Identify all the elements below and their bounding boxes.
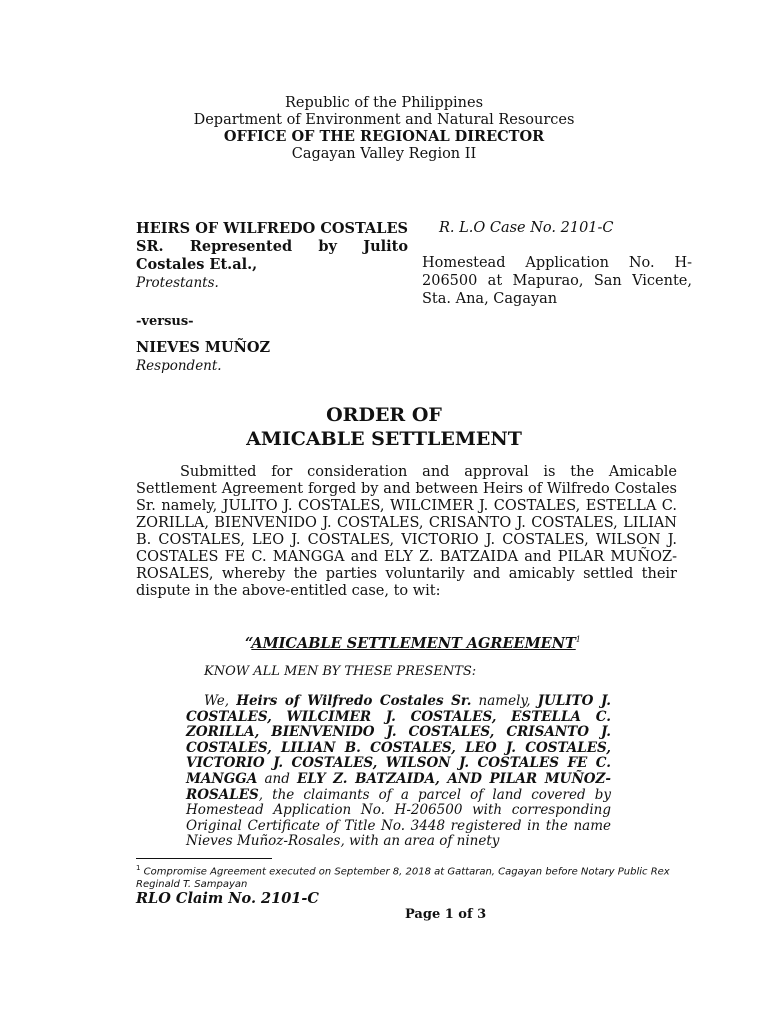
body-paragraph: Submitted for consideration and approval is the Amicable Settlement Agreement forged by and between Heirs of Wilfredo Costales Sr. namely, JULITO J. COSTALES, WILCIMER J. COSTALES, ESTELLA C. ZORILLA, BIENVENIDO J. COSTALES, CRISANTO J. COSTALES, LILIAN B. COSTALES, LEO J. COSTALES, VICTORIO J. COSTALES, WILSON J. COSTALES FE C. MANGGA and ELY Z. BATZAIDA and PILAR MUÑOZ-ROSALES, whereby the parties voluntarily and amicably settled their dispute in the above-entitled case, to wit: — [136, 464, 677, 599]
case-number: R. L.O Case No. 2101-C — [439, 220, 614, 236]
claim-number-footer: RLO Claim No. 2101-C — [136, 890, 319, 907]
footnote-reference: 1 — [575, 635, 581, 645]
footnote — [136, 862, 696, 891]
respondent-label: Respondent. — [136, 358, 222, 374]
heirs-list: JULITO J. COSTALES, WILCIMER J. COSTALES, ESTELLA C. ZORILLA, BIENVENIDO J. COSTALES, CRISANTO J. COSTALES, LILIAN B. COSTALES, LEO J. COSTALES, VICTORIO J. COSTALES, WILSON J. COSTALES FE C. MANGGA — [186, 693, 612, 787]
order-title-line2: AMICABLE SETTLEMENT — [246, 428, 522, 450]
quote-open: “ — [245, 635, 252, 652]
heirs-name: Heirs of Wilfredo Costales Sr. — [236, 693, 472, 709]
respondent-name: NIEVES MUÑOZ — [136, 339, 271, 356]
namely-text: namely, — [471, 693, 538, 709]
protestants-label: Protestants. — [136, 275, 219, 291]
header-republic: Republic of the Philippines — [284, 95, 484, 111]
page-number: Page 1 of 3 — [405, 907, 487, 922]
protestants-block — [136, 220, 408, 292]
protestants-name: HEIRS OF WILFREDO COSTALES SR. Represented by Julito Costales Et.al., — [136, 220, 408, 273]
agreement-rest: , the claimants of a parcel of land covered by Homestead Application No. H-206500 with corresponding Original Certificate of Title No. 3448 registered in the name Nieves Muñoz-Rosales, with an area of ninety — [186, 786, 611, 850]
know-all-men: KNOW ALL MEN BY THESE PRESENTS: — [204, 664, 477, 679]
versus-label: -versus- — [136, 314, 194, 329]
order-title-line1: ORDER OF — [326, 404, 442, 426]
header-region: Cagayan Valley Region II — [291, 146, 477, 162]
agreement-title: AMICABLE SETTLEMENT AGREEMENT — [251, 635, 576, 652]
heirs-list-2: ELY Z. BATZAIDA, AND PILAR MUÑOZ-ROSALES — [186, 770, 612, 803]
and-text: and — [257, 770, 298, 787]
footnote-divider — [136, 858, 272, 859]
header-department: Department of Environment and Natural Resources — [193, 112, 575, 128]
we-text: We, — [204, 693, 237, 709]
header-office: OFFICE OF THE REGIONAL DIRECTOR — [223, 128, 545, 145]
homestead-application: Homestead Application No. H-206500 at Mapurao, San Vicente, Sta. Ana, Cagayan — [422, 255, 692, 307]
agreement-paragraph — [186, 694, 611, 850]
agreement-heading — [245, 635, 581, 652]
footnote-mark: 1 — [136, 864, 141, 872]
footnote-text: Compromise Agreement executed on September 8, 2018 at Gattaran, Cagayan before Notary Public Rex Reginald T. Sampayan — [136, 866, 670, 891]
respondent-block — [136, 339, 270, 375]
